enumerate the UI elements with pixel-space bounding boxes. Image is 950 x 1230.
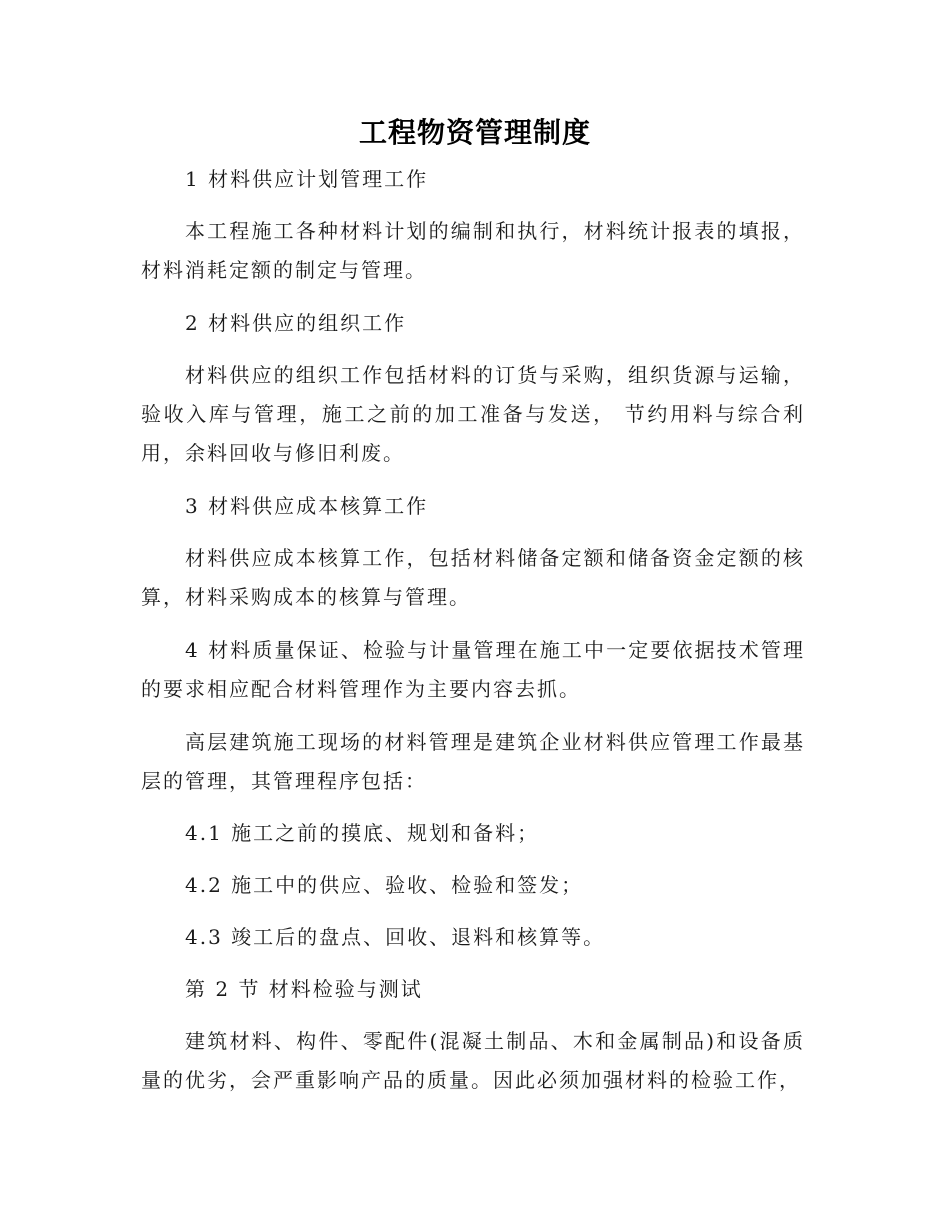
paragraph-4: 4 材料质量保证、检验与计量管理在施工中一定要依据技术管理的要求相应配合材料管理作为主要内容去抓。: [141, 638, 805, 701]
section-heading-3: 3 材料供应成本核算工作: [185, 494, 429, 518]
list-item-4-2: 4.2 施工中的供应、验收、检验和签发；: [185, 873, 584, 897]
paragraph-5: 高层建筑施工现场的材料管理是建筑企业材料供应管理工作最基层的管理，其管理程序包括：: [141, 730, 805, 793]
section-heading-chapter-2: 第 2 节 材料检验与测试: [185, 977, 423, 1001]
list-item-4-1: 4.1 施工之前的摸底、规划和备料；: [185, 821, 540, 845]
paragraph-6: 建筑材料、构件、零配件(混凝土制品、木和金属制品)和设备质量的优劣，会严重影响产品的质量。因此必须加强材料的检验工作，: [141, 1029, 805, 1092]
section-heading-1: 1 材料供应计划管理工作: [185, 167, 429, 191]
paragraph-2: 材料供应的组织工作包括材料的订货与采购，组织货源与运输，验收入库与管理，施工之前的加工准备与发送， 节约用料与综合利用，余料回收与修旧利废。: [141, 363, 805, 465]
list-item-4-3: 4.3 竣工后的盘点、回收、退料和核算等。: [185, 925, 606, 949]
paragraph-3: 材料供应成本核算工作，包括材料储备定额和储备资金定额的核算，材料采购成本的核算与管理。: [141, 546, 805, 609]
document-body: [141, 160, 805, 1100]
section-heading-2: 2 材料供应的组织工作: [185, 311, 407, 335]
document-title: 工程物资管理制度: [358, 116, 591, 149]
paragraph-1: 本工程施工各种材料计划的编制和执行，材料统计报表的填报，材料消耗定额的制定与管理。: [141, 219, 805, 282]
